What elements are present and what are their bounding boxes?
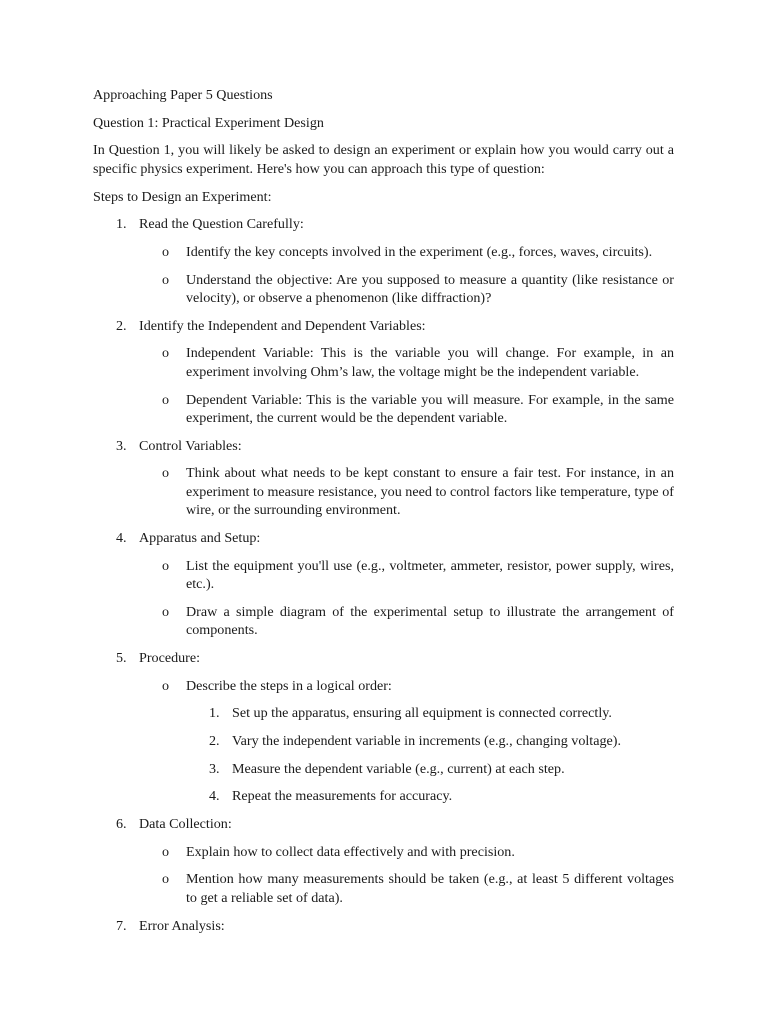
bullet-list xyxy=(93,557,674,640)
step-heading xyxy=(93,215,674,233)
bullet-marker: o xyxy=(162,271,170,288)
bullet-item xyxy=(93,557,674,594)
sub-step-list xyxy=(93,704,674,806)
step-title: Error Analysis: xyxy=(139,917,225,934)
step-item xyxy=(93,917,674,935)
bullet-item xyxy=(93,677,674,695)
bullet-item xyxy=(93,603,674,640)
step-item xyxy=(93,815,674,907)
bullet-marker: o xyxy=(162,603,170,620)
sub-step-number: 3. xyxy=(209,760,220,777)
bullet-text: Independent Variable: This is the variable you will change. For example, in an experiment involving Ohm’s law, the voltage might be the independent variable. xyxy=(186,345,674,380)
bullet-item xyxy=(93,243,674,261)
sub-step-text: Set up the apparatus, ensuring all equipment is connected correctly. xyxy=(232,705,612,722)
document-title: Approaching Paper 5 Questions xyxy=(93,87,273,103)
step-heading xyxy=(93,917,674,935)
intro-paragraph: In Question 1, you will likely be asked to design an experiment or explain how you would carry out a specific physics experiment. Here's how you can approach this type of question: xyxy=(93,142,674,177)
bullet-item xyxy=(93,271,674,308)
step-item xyxy=(93,215,674,307)
sub-step-item xyxy=(93,760,674,778)
step-heading xyxy=(93,649,674,667)
step-heading xyxy=(93,529,674,547)
sub-step-text: Vary the independent variable in increments (e.g., changing voltage). xyxy=(232,732,622,749)
sub-step-number: 1. xyxy=(209,705,220,722)
bullet-marker: o xyxy=(162,557,170,574)
step-heading xyxy=(93,437,674,455)
step-item xyxy=(93,437,674,520)
bullet-marker: o xyxy=(162,243,170,260)
bullet-marker: o xyxy=(162,391,170,408)
bullet-text: Dependent Variable: This is the variable you will measure. For example, in the same experiment, the current would be the dependent variable. xyxy=(186,391,674,426)
bullet-item xyxy=(93,344,674,381)
step-title: Apparatus and Setup: xyxy=(139,529,261,546)
step-number: 6. xyxy=(116,816,127,833)
step-number: 4. xyxy=(116,529,127,546)
steps-list xyxy=(93,215,674,935)
bullet-item xyxy=(93,391,674,428)
step-title: Data Collection: xyxy=(139,816,232,833)
step-number: 1. xyxy=(116,216,127,233)
bullet-list xyxy=(93,243,674,308)
bullet-marker: o xyxy=(162,677,170,694)
bullet-text: Draw a simple diagram of the experimental setup to illustrate the arrangement of components. xyxy=(186,603,674,639)
bullet-item xyxy=(93,464,674,519)
step-heading xyxy=(93,317,674,335)
sub-step-number: 2. xyxy=(209,732,220,749)
sub-step-text: Repeat the measurements for accuracy. xyxy=(232,788,453,805)
bullet-list xyxy=(93,344,674,427)
bullet-text: Think about what needs to be kept constant to ensure a fair test. For instance, in an experiment to measure resistance, you need to control factors like temperature, type of wire, or the surrounding environment. xyxy=(186,465,674,519)
step-item xyxy=(93,317,674,428)
sub-step-text: Measure the dependent variable (e.g., current) at each step. xyxy=(232,760,565,777)
bullet-list xyxy=(93,677,674,806)
sub-step-number: 4. xyxy=(209,788,220,805)
step-title: Control Variables: xyxy=(139,437,242,454)
step-heading xyxy=(93,815,674,833)
step-number: 5. xyxy=(116,649,127,666)
question-heading: Question 1: Practical Experiment Design xyxy=(93,114,324,131)
step-title: Read the Question Carefully: xyxy=(139,216,304,233)
bullet-text: List the equipment you'll use (e.g., voltmeter, ammeter, resistor, power supply, wires, etc.). xyxy=(186,557,674,592)
bullet-marker: o xyxy=(162,345,170,362)
bullet-text: Mention how many measurements should be taken (e.g., at least 5 different voltages to get a reliable set of data). xyxy=(186,871,674,906)
sub-step-item xyxy=(93,732,674,750)
bullet-item xyxy=(93,870,674,907)
sub-step-item xyxy=(93,704,674,722)
step-title: Procedure: xyxy=(139,649,201,666)
bullet-text: Describe the steps in a logical order: xyxy=(186,677,392,694)
bullet-text: Identify the key concepts involved in the experiment (e.g., forces, waves, circuits). xyxy=(186,243,653,260)
bullet-marker: o xyxy=(162,843,170,860)
document-page xyxy=(93,86,674,944)
step-number: 3. xyxy=(116,437,127,454)
steps-heading: Steps to Design an Experiment: xyxy=(93,188,272,205)
bullet-list xyxy=(93,843,674,908)
bullet-marker: o xyxy=(162,465,170,482)
step-item xyxy=(93,529,674,640)
step-number: 2. xyxy=(116,317,127,334)
bullet-text: Understand the objective: Are you supposed to measure a quantity (like resistance or velocity), or observe a phenomenon (like diffraction)? xyxy=(186,271,674,307)
step-item xyxy=(93,649,674,806)
bullet-item xyxy=(93,843,674,861)
bullet-list xyxy=(93,464,674,519)
step-title: Identify the Independent and Dependent Variables: xyxy=(139,317,426,334)
bullet-text: Explain how to collect data effectively and with precision. xyxy=(186,843,515,860)
sub-step-item xyxy=(93,787,674,805)
step-number: 7. xyxy=(116,917,127,934)
bullet-marker: o xyxy=(162,871,170,888)
